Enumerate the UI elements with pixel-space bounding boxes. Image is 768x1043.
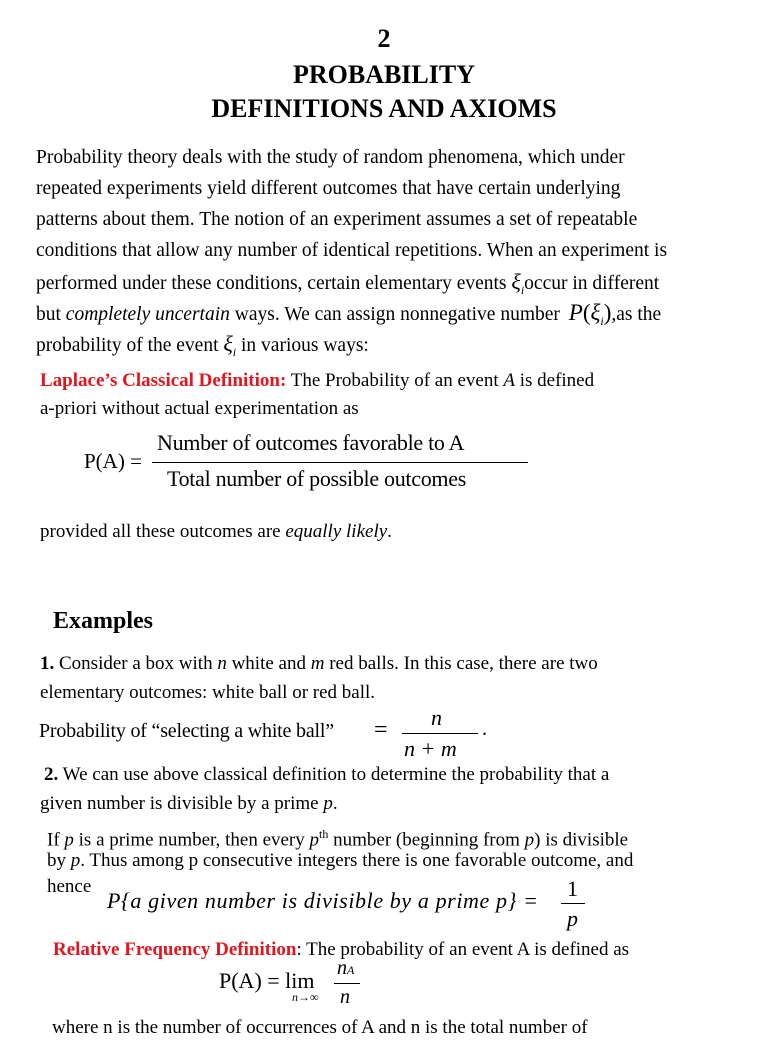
p-xi-formula: $P(\xi_i)$ [568,300,612,328]
relative-limit-subscript: n→∞ [292,990,319,1004]
relative-frac-numerator [337,957,354,980]
example-1-number: 1. [40,653,55,674]
example-1-text-b: white and [231,653,306,674]
example-2-text-3b: is a prime number, then every [78,829,305,851]
completely-uncertain-text: completely uncertain [65,304,230,325]
example-2-formula: P{a given number is divisible by a prime p} = [107,888,539,913]
example-2-var-p-5: p [70,850,81,871]
laplace-var-a: A [503,370,515,391]
intro-line-6d: ,as the [611,304,662,325]
laplace-formula-numerator: Number of outcomes favorable to A [157,430,465,455]
relative-frac-n: n [337,957,347,979]
example-2-var-p-1: p [323,793,333,814]
example-2-number: 2. [44,764,59,785]
relative-fraction-bar [334,983,360,984]
examples-heading: Examples [53,608,154,634]
example-2-var-p-2: p [64,829,74,851]
example-2-frac-denominator: p [567,906,578,931]
example-2-line-5: hence [47,876,92,897]
equally-likely-text: equally likely [285,521,388,542]
laplace-formula-lhs: P(A) = [84,449,142,473]
laplace-line-2: a-priori without actual experimentation as [40,398,359,419]
intro-line-6a: but [36,304,61,325]
example-2-var-p-4: p [524,829,535,851]
laplace-text-2: is defined [519,370,595,391]
laplace-provided-line [40,516,392,547]
laplace-heading: Laplace’s Classical Definition: [40,370,287,391]
intro-line-2: repeated experiments yield different outcomes that have certain underlying [36,178,621,199]
laplace-text-1: The Probability of an event [290,370,499,391]
laplace-line-1 [40,365,594,396]
intro-line-3: patterns about them. The notion of an experiment assumes a set of repeatable [36,209,638,230]
example-1-text-c: red balls. In this case, there are two [329,653,598,674]
example-1-probability-label: Probability of “selecting a white ball” [39,720,334,742]
xi-symbol-2: $\xi_i$ [223,331,237,359]
relative-formula-lhs: P(A) = lim [219,968,315,993]
intro-line-1: Probability theory deals with the study of random phenomena, which under [36,147,625,168]
xi-symbol: $\xi_i$ [511,269,525,297]
relative-last-line-cut: where n is the number of occurrences of A and n is the total number of [52,1017,588,1038]
example-2-line-1 [44,759,609,790]
example-1-var-m: m [310,653,325,674]
example-2-text-3d: ) is divisible [534,829,629,851]
relative-frequency-heading: Relative Frequency Definition [53,939,297,960]
chapter-number: 2 [377,24,391,53]
relative-frac-denominator: n [340,986,350,1008]
chapter-title-line2: DEFINITIONS AND AXIOMS [211,94,557,123]
example-2-text-3c: number (beginning from [333,829,520,851]
example-2-text-4a: by [47,850,66,871]
example-2-frac-numerator: 1 [567,876,578,901]
laplace-formula-denominator: Total number of possible outcomes [167,466,466,491]
intro-line-7a: probability of the event [36,335,219,356]
relative-frequency-text: : The probability of an event A is defined as [296,939,630,960]
relative-frac-subscript-a: A [347,963,355,977]
example-2-line-2: given number is divisible by a prime p. [40,793,338,814]
example-2-var-p-3: p [309,829,320,851]
example-1-period: . [482,718,487,740]
intro-line-5a: performed under these conditions, certain elementary events [36,273,507,294]
intro-line-7 [36,328,369,368]
laplace-fraction-bar [152,462,528,463]
example-2-text-2a: given number is divisible by a prime [40,793,319,814]
example-2-fraction-bar [561,903,585,904]
provided-period: . [387,521,392,542]
intro-line-5b: occur in different [524,273,660,294]
example-1-equals: = [374,717,388,743]
example-2-line-4 [47,845,633,876]
example-1-frac-denominator: n + m [404,736,457,761]
provided-text: provided all these outcomes are [40,521,281,542]
example-2-text-1: We can use above classical definition to determine the probability that a [62,764,610,785]
chapter-title-line1: PROBABILITY [292,60,476,89]
intro-line-4: conditions that allow any number of identical repetitions. When an experiment is [36,240,668,261]
intro-line-6c: ways. We can assign nonnegative number [234,304,560,325]
example-1-text-a: Consider a box with [59,653,213,674]
example-1-line-2: elementary outcomes: white ball or red ball. [40,682,376,703]
example-1-frac-numerator: n [431,705,442,730]
example-1-var-n: n [217,653,227,674]
example-2-text-3a: If [47,829,60,851]
example-2-text-4b: . Thus among p consecutive integers there is one favorable outcome, and [80,850,634,871]
intro-line-7b: in various ways: [241,335,369,356]
example-1-line-1 [40,648,598,679]
example-2-th-superscript: th [319,827,329,841]
example-1-fraction-bar [402,733,478,734]
